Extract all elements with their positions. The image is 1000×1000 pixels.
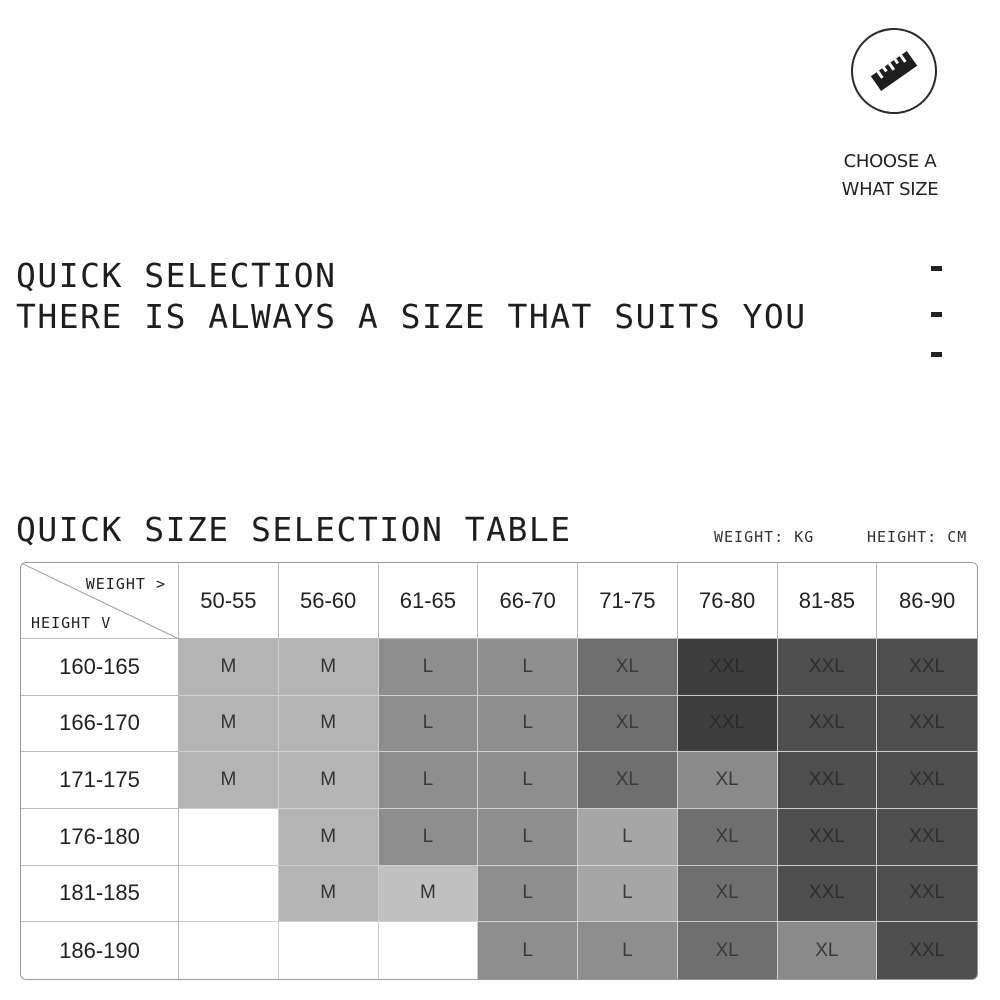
height-header: 186-190	[21, 922, 179, 979]
size-cell: XXL	[778, 696, 878, 753]
size-cell: XXL	[877, 752, 977, 809]
size-cell: XXL	[778, 809, 878, 866]
table-title: QUICK SIZE SELECTION TABLE	[16, 510, 572, 549]
weight-header: 71-75	[578, 563, 678, 639]
corner-weight-label: WEIGHT >	[85, 575, 166, 593]
size-cell: L	[578, 922, 678, 979]
size-cell: L	[478, 866, 578, 923]
weight-header: 81-85	[778, 563, 878, 639]
height-header: 176-180	[21, 809, 179, 866]
size-cell: L	[379, 752, 479, 809]
size-cell: M	[179, 696, 279, 753]
size-cell: XXL	[877, 809, 977, 866]
weight-unit: WEIGHT: KG	[714, 528, 815, 546]
size-cell: M	[279, 866, 379, 923]
height-header: 166-170	[21, 696, 179, 753]
size-cell: M	[279, 809, 379, 866]
size-cell	[179, 866, 279, 923]
height-unit: HEIGHT: CM	[867, 528, 968, 546]
weight-header: 66-70	[478, 563, 578, 639]
table-corner-header	[21, 563, 179, 639]
weight-header: 86-90	[877, 563, 977, 639]
size-cell: M	[379, 866, 479, 923]
size-cell: XXL	[877, 639, 977, 696]
weight-header: 76-80	[678, 563, 778, 639]
size-cell: XXL	[778, 752, 878, 809]
size-cell	[279, 922, 379, 979]
size-cell: L	[578, 866, 678, 923]
size-cell: L	[379, 639, 479, 696]
size-cell: XXL	[778, 639, 878, 696]
size-cell: M	[179, 752, 279, 809]
size-cell: M	[279, 639, 379, 696]
size-cell: XL	[678, 809, 778, 866]
height-header: 160-165	[21, 639, 179, 696]
size-cell: XXL	[678, 696, 778, 753]
size-cell: XXL	[877, 922, 977, 979]
size-cell: M	[279, 752, 379, 809]
intro-subheading: THERE IS ALWAYS A SIZE THAT SUITS YOU	[16, 297, 807, 336]
badge-line-2: WHAT SIZE	[841, 179, 939, 200]
size-cell: XXL	[877, 696, 977, 753]
ruler-icon	[866, 43, 922, 99]
size-cell: XXL	[877, 866, 977, 923]
size-cell: XL	[578, 639, 678, 696]
dash-3	[931, 352, 942, 357]
size-cell: XL	[678, 752, 778, 809]
corner-height-label: HEIGHT V	[31, 614, 112, 632]
size-cell: L	[478, 752, 578, 809]
dash-1	[931, 266, 942, 271]
size-cell: XL	[778, 922, 878, 979]
size-cell: XL	[678, 866, 778, 923]
size-cell: XL	[578, 696, 678, 753]
ruler-badge	[851, 28, 937, 114]
size-cell: L	[478, 809, 578, 866]
weight-header: 50-55	[179, 563, 279, 639]
size-cell: L	[578, 809, 678, 866]
size-cell	[179, 809, 279, 866]
weight-header: 61-65	[379, 563, 479, 639]
size-cell: M	[179, 639, 279, 696]
size-cell: L	[478, 696, 578, 753]
badge-caption	[810, 148, 970, 204]
size-cell: L	[478, 922, 578, 979]
size-cell	[179, 922, 279, 979]
dash-2	[931, 312, 942, 317]
weight-header: 56-60	[279, 563, 379, 639]
size-cell	[379, 922, 479, 979]
size-table	[20, 562, 978, 980]
height-header: 181-185	[21, 866, 179, 923]
size-cell: L	[478, 639, 578, 696]
size-cell: L	[379, 696, 479, 753]
height-header: 171-175	[21, 752, 179, 809]
size-cell: L	[379, 809, 479, 866]
size-cell: XL	[578, 752, 678, 809]
size-cell: XL	[678, 922, 778, 979]
badge-line-1: CHOOSE A	[843, 151, 937, 172]
size-cell: XXL	[678, 639, 778, 696]
size-cell: M	[279, 696, 379, 753]
size-cell: XXL	[778, 866, 878, 923]
intro-heading: QUICK SELECTION	[16, 256, 337, 295]
